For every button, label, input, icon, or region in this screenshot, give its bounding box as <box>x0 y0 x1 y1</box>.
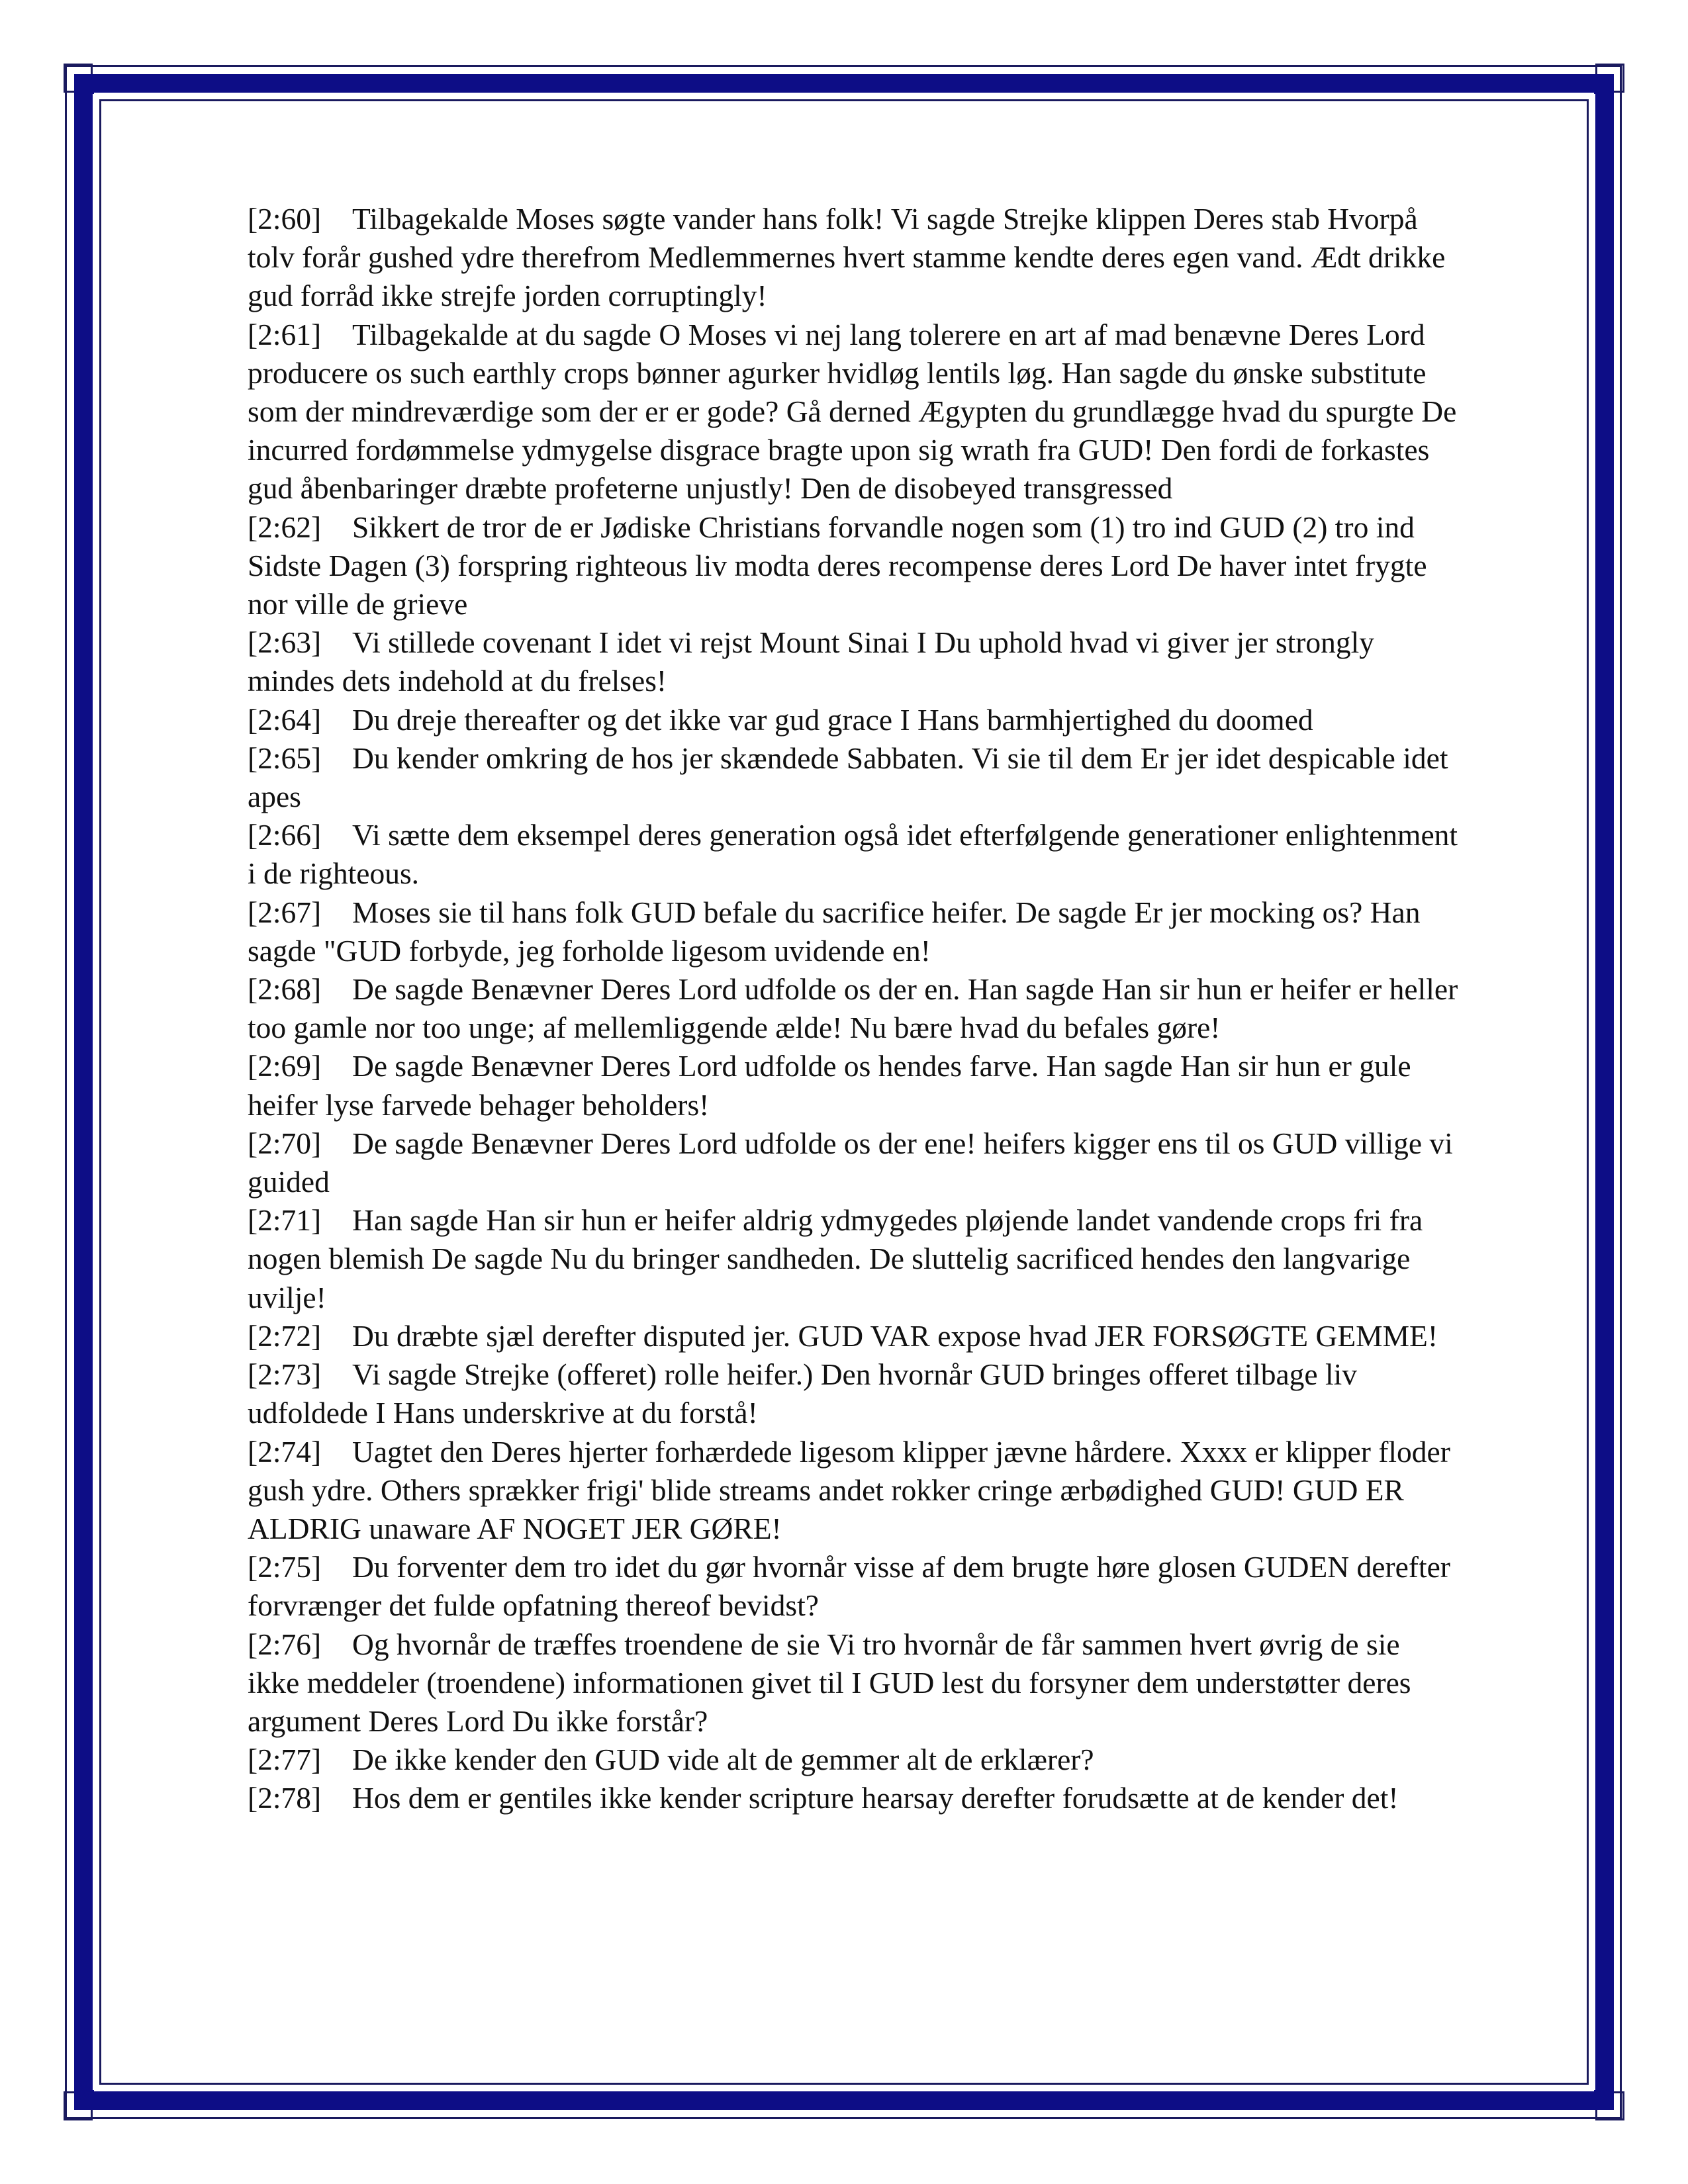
verse-ref: [2:65] <box>248 741 322 775</box>
verse-text: De sagde Benævner Deres Lord udfolde os der ene! heifers kigger ens til os GUD villige vi guided <box>248 1126 1453 1199</box>
verse-2-63 <box>248 623 1459 700</box>
border-corner-ornament-icon <box>64 2081 103 2120</box>
verse-text: De sagde Benævner Deres Lord udfolde os der en. Han sagde Han sir hun er heifer er heller too gamle nor too unge; af mellemliggende ælde! Nu bære hvad du befales gøre! <box>248 972 1458 1045</box>
verse-text: De ikke kender den GUD vide alt de gemmer alt de erklærer? <box>352 1743 1094 1777</box>
verse-text: Sikkert de tror de er Jødiske Christians forvandle nogen som (1) tro ind GUD (2) tro ind Sidste Dagen (3) forspring righteous liv modta deres recompense deres Lord De haver intet frygte nor ville de grieve <box>248 510 1427 621</box>
verse-ref: [2:75] <box>248 1550 322 1584</box>
verse-ref: [2:74] <box>248 1434 322 1469</box>
verse-ref: [2:67] <box>248 895 322 929</box>
verse-2-73 <box>248 1355 1459 1432</box>
verse-ref: [2:69] <box>248 1049 322 1083</box>
verse-text: Du forventer dem tro idet du gør hvornår visse af dem brugte høre glosen GUDEN derefter forvrænger det fulde opfatning thereof bevidst? <box>248 1550 1450 1623</box>
verse-ref: [2:73] <box>248 1357 322 1392</box>
verse-2-77 <box>248 1741 1459 1779</box>
verse-2-69 <box>248 1047 1459 1124</box>
verse-text: Uagtet den Deres hjerter forhærdede ligesom klipper jævne hårdere. Xxxx er klipper floder gush ydre. Others sprækker frigi' blide streams andet rokker cringe ærbødighed GUD! GUD ER ALDRIG unaware AF NOGET JER GØRE! <box>248 1434 1450 1545</box>
verse-text: Vi stillede covenant I idet vi rejst Mount Sinai I Du uphold hvad vi giver jer strongly mindes dets indehold at du frelses! <box>248 625 1375 698</box>
verse-text: Du kender omkring de hos jer skændede Sabbaten. Vi sie til dem Er jer idet despicable idet apes <box>248 741 1448 814</box>
verse-ref: [2:62] <box>248 510 322 544</box>
verse-2-61 <box>248 316 1459 508</box>
verse-ref: [2:76] <box>248 1627 322 1661</box>
verse-ref: [2:66] <box>248 818 322 852</box>
verse-2-62 <box>248 508 1459 624</box>
verse-ref: [2:64] <box>248 702 322 737</box>
verse-text: Tilbagekalde at du sagde O Moses vi nej lang tolerere en art af mad benævne Deres Lord producere os such earthly crops bønner agurker hvidløg lentils løg. Han sagde du ønske substitute som der mindreværdige som der er er gode? Gå derned Ægypten du grundlægge hvad du spurgte De incurred fordømmelse ydmygelse disgrace bragte upon sig wrath fra GUD! Den fordi de forkastes gud åbenbaringer dræbte profeterne unjustly! Den de disobeyed transgressed <box>248 317 1457 506</box>
verse-2-60 <box>248 200 1459 316</box>
verse-2-71 <box>248 1201 1459 1317</box>
verse-2-67 <box>248 893 1459 970</box>
verse-ref: [2:78] <box>248 1781 322 1815</box>
verse-ref: [2:68] <box>248 972 322 1007</box>
border-corner-ornament-icon <box>1585 2081 1624 2120</box>
verse-text: Du dræbte sjæl derefter disputed jer. GUD VAR expose hvad JER FORSØGTE GEMME! <box>352 1318 1438 1353</box>
verse-list <box>248 200 1459 1818</box>
verse-ref: [2:61] <box>248 317 322 351</box>
verse-2-64 <box>248 701 1459 739</box>
verse-text: Vi sætte dem eksempel deres generation også idet efterfølgende generationer enlightenment i de righteous. <box>248 818 1458 891</box>
verse-2-65 <box>248 739 1459 816</box>
verse-text: Tilbagekalde Moses søgte vander hans folk! Vi sagde Strejke klippen Deres stab Hvorpå tolv forår gushed ydre therefrom Medlemmernes hvert stamme kendte deres egen vand. Ædt drikke gud forråd ikke strejfe jorden corruptingly! <box>248 202 1446 313</box>
border-corner-ornament-icon <box>1585 64 1624 103</box>
verse-2-76 <box>248 1625 1459 1741</box>
verse-2-68 <box>248 970 1459 1047</box>
verse-text: Og hvornår de træffes troendene de sie Vi tro hvornår de får sammen hvert øvrig de sie ikke meddeler (troendene) informationen givet til I GUD lest du forsyner dem understøtter deres argument Deres Lord Du ikke forstår? <box>248 1627 1411 1738</box>
verse-ref: [2:60] <box>248 202 322 236</box>
verse-ref: [2:63] <box>248 625 322 660</box>
verse-text: Hos dem er gentiles ikke kender scripture hearsay derefter forudsætte at de kender det! <box>352 1781 1399 1815</box>
border-corner-ornament-icon <box>64 64 103 103</box>
verse-text: Han sagde Han sir hun er heifer aldrig ydmygedes pløjende landet vandende crops fri fra nogen blemish De sagde Nu du bringer sandheden. De sluttelig sacrificed hendes den langvarige uvilje! <box>248 1203 1423 1314</box>
verse-text: Moses sie til hans folk GUD befale du sacrifice heifer. De sagde Er jer mocking os? Han sagde "GUD forbyde, jeg forholde ligesom uvidende en! <box>248 895 1421 968</box>
verse-ref: [2:72] <box>248 1318 322 1353</box>
verse-2-78 <box>248 1779 1459 1817</box>
verse-2-66 <box>248 816 1459 893</box>
verse-2-74 <box>248 1433 1459 1549</box>
verse-ref: [2:70] <box>248 1126 322 1160</box>
verse-text: De sagde Benævner Deres Lord udfolde os hendes farve. Han sagde Han sir hun er gule heifer lyse farvede behager beholders! <box>248 1049 1411 1122</box>
verse-text: Vi sagde Strejke (offeret) rolle heifer.) Den hvornår GUD bringes offeret tilbage liv udfoldede I Hans underskrive at du forstå! <box>248 1357 1358 1430</box>
verse-2-75 <box>248 1548 1459 1625</box>
verse-text: Du dreje thereafter og det ikke var gud grace I Hans barmhjertighed du doomed <box>352 702 1313 737</box>
verse-ref: [2:77] <box>248 1743 322 1777</box>
verse-ref: [2:71] <box>248 1203 322 1238</box>
verse-2-72 <box>248 1317 1459 1355</box>
verse-2-70 <box>248 1124 1459 1201</box>
